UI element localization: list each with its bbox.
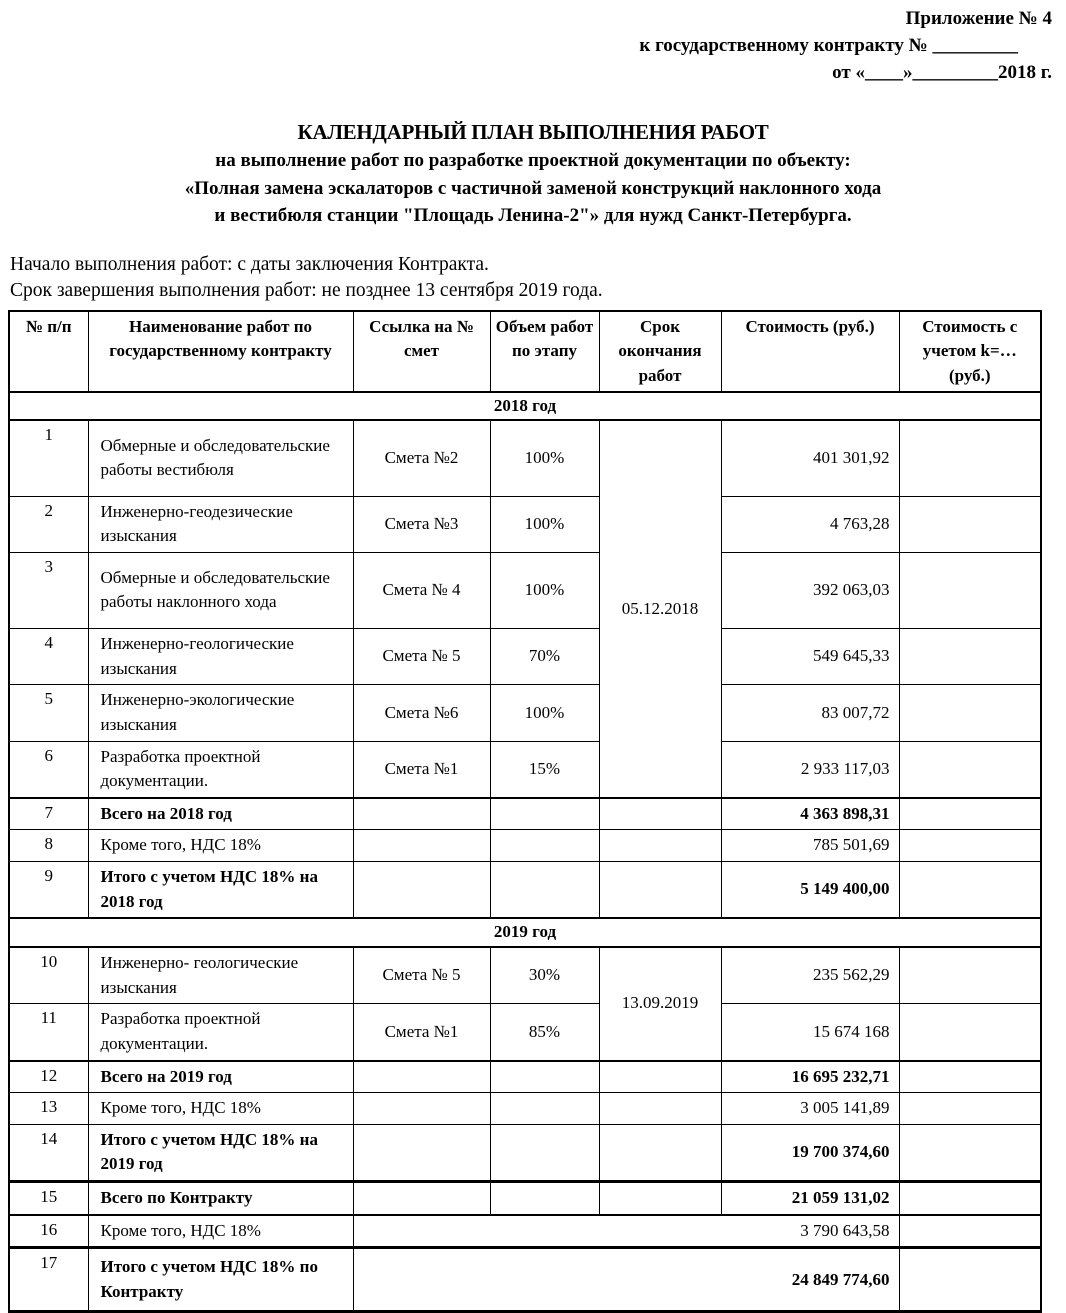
empty-cell xyxy=(599,1124,721,1181)
section-row-2019 xyxy=(9,918,1041,947)
empty-cell xyxy=(899,947,1041,1004)
empty-cell xyxy=(490,862,599,919)
table-row xyxy=(9,628,1041,684)
summary-row-contract-vat xyxy=(9,1215,1041,1248)
empty-cell xyxy=(353,798,490,830)
empty-cell xyxy=(899,1248,1041,1312)
empty-cell xyxy=(599,1182,721,1215)
cell-num: 9 xyxy=(9,862,88,919)
col-header-cost-k: Стоимость с учетом k=… (руб.) xyxy=(899,311,1041,392)
empty-cell xyxy=(353,1182,490,1215)
empty-cell xyxy=(899,830,1041,862)
cell-cost-merged: 3 790 643,58 xyxy=(353,1215,899,1248)
title-subtitle-2: «Полная замена эскалаторов с частичной заменой конструкций наклонного хода xyxy=(184,177,882,199)
cell-cost: 5 149 400,00 xyxy=(721,862,899,919)
cell-name: Всего на 2018 год xyxy=(88,798,353,830)
cell-cost: 392 063,03 xyxy=(721,552,899,628)
cell-num: 3 xyxy=(9,552,88,628)
col-header-estimate: Ссылка на № смет xyxy=(353,311,490,392)
empty-cell xyxy=(353,862,490,919)
empty-cell xyxy=(899,1182,1041,1215)
table-row xyxy=(9,685,1041,741)
table-row xyxy=(9,552,1041,628)
work-start-line: Начало выполнения работ: с даты заключения Контракта. xyxy=(10,253,489,275)
table-row xyxy=(9,496,1041,552)
cell-estimate: Смета №3 xyxy=(353,496,490,552)
col-header-deadline: Срок окончания работ xyxy=(599,311,721,392)
cell-name: Кроме того, НДС 18% xyxy=(88,830,353,862)
cell-name: Разработка проектной документации. xyxy=(88,741,353,798)
cell-cost: 549 645,33 xyxy=(721,628,899,684)
cell-volume: 15% xyxy=(490,741,599,798)
cell-num: 11 xyxy=(9,1004,88,1061)
cell-num: 16 xyxy=(9,1215,88,1248)
summary-row-vat-2019 xyxy=(9,1093,1041,1125)
cell-cost: 83 007,72 xyxy=(721,685,899,741)
cell-name: Всего на 2019 год xyxy=(88,1061,353,1093)
cell-cost: 19 700 374,60 xyxy=(721,1124,899,1181)
cell-volume: 30% xyxy=(490,947,599,1004)
empty-cell xyxy=(599,830,721,862)
empty-cell xyxy=(353,1061,490,1093)
title-subtitle-1: на выполнение работ по разработке проектной документации по объекту: xyxy=(215,150,851,172)
section-label-2018: 2018 год xyxy=(9,392,1041,421)
cell-cost: 16 695 232,71 xyxy=(721,1061,899,1093)
section-row-2018 xyxy=(9,392,1041,421)
empty-cell xyxy=(353,830,490,862)
cell-num: 2 xyxy=(9,496,88,552)
empty-cell xyxy=(899,1124,1041,1181)
col-header-name: Наименование работ по государственному контракту xyxy=(88,311,353,392)
title-main: КАЛЕНДАРНЫЙ ПЛАН ВЫПОЛНЕНИЯ РАБОТ xyxy=(297,119,769,144)
empty-cell xyxy=(490,798,599,830)
cell-name: Инженерно- геологические изыскания xyxy=(88,947,353,1004)
cell-estimate: Смета № 5 xyxy=(353,947,490,1004)
empty-cell xyxy=(490,1182,599,1215)
cell-estimate: Смета №6 xyxy=(353,685,490,741)
section-label-2019: 2019 год xyxy=(9,918,1041,947)
cell-volume: 70% xyxy=(490,628,599,684)
document-title xyxy=(0,117,1066,230)
contract-date-line: от «____»_________2018 г. xyxy=(832,61,1052,83)
cell-num: 15 xyxy=(9,1182,88,1215)
col-header-cost: Стоимость (руб.) xyxy=(721,311,899,392)
cell-num: 5 xyxy=(9,685,88,741)
cell-cost: 21 059 131,02 xyxy=(721,1182,899,1215)
cell-cost-merged: 24 849 774,60 xyxy=(353,1248,899,1312)
cell-num: 6 xyxy=(9,741,88,798)
cell-volume: 85% xyxy=(490,1004,599,1061)
cell-deadline-2018: 05.12.2018 xyxy=(599,420,721,798)
empty-cell xyxy=(490,1124,599,1181)
cell-volume: 100% xyxy=(490,420,599,496)
table-row xyxy=(9,741,1041,798)
empty-cell xyxy=(899,685,1041,741)
cell-cost: 401 301,92 xyxy=(721,420,899,496)
empty-cell xyxy=(899,1061,1041,1093)
empty-cell xyxy=(899,741,1041,798)
cell-cost: 785 501,69 xyxy=(721,830,899,862)
cell-name: Итого с учетом НДС 18% на 2018 год xyxy=(88,862,353,919)
col-header-volume: Объем работ по этапу xyxy=(490,311,599,392)
empty-cell xyxy=(899,798,1041,830)
summary-row-total-2019 xyxy=(9,1061,1041,1093)
cell-estimate: Смета № 4 xyxy=(353,552,490,628)
summary-row-contract-total xyxy=(9,1182,1041,1215)
cell-estimate: Смета №1 xyxy=(353,741,490,798)
table-row xyxy=(9,1004,1041,1061)
cell-num: 4 xyxy=(9,628,88,684)
empty-cell xyxy=(490,1061,599,1093)
empty-cell xyxy=(599,862,721,919)
cell-cost: 2 933 117,03 xyxy=(721,741,899,798)
cell-name: Всего по Контракту xyxy=(88,1182,353,1215)
empty-cell xyxy=(899,1004,1041,1061)
empty-cell xyxy=(899,862,1041,919)
cell-name: Кроме того, НДС 18% xyxy=(88,1215,353,1248)
cell-volume: 100% xyxy=(490,685,599,741)
work-deadline-line: Срок завершения выполнения работ: не позднее 13 сентября 2019 года. xyxy=(10,280,603,302)
empty-cell xyxy=(899,496,1041,552)
cell-name: Обмерные и обследовательские работы наклонного хода xyxy=(88,552,353,628)
cell-name: Разработка проектной документации. xyxy=(88,1004,353,1061)
cell-name: Инженерно-экологические изыскания xyxy=(88,685,353,741)
table-row xyxy=(9,420,1041,496)
cell-num: 13 xyxy=(9,1093,88,1125)
calendar-plan-table xyxy=(8,310,1042,1313)
cell-cost: 4 363 898,31 xyxy=(721,798,899,830)
cell-estimate: Смета №1 xyxy=(353,1004,490,1061)
cell-cost: 3 005 141,89 xyxy=(721,1093,899,1125)
cell-cost: 235 562,29 xyxy=(721,947,899,1004)
cell-num: 7 xyxy=(9,798,88,830)
title-subtitle-3: и вестибюля станции "Площадь Ленина-2"» для нужд Санкт-Петербурга. xyxy=(214,205,852,227)
cell-name: Инженерно-геодезические изыскания xyxy=(88,496,353,552)
empty-cell xyxy=(490,1093,599,1125)
summary-row-total-2018 xyxy=(9,798,1041,830)
cell-name: Обмерные и обследовательские работы вестибюля xyxy=(88,420,353,496)
empty-cell xyxy=(599,1093,721,1125)
empty-cell xyxy=(353,1093,490,1125)
cell-num: 10 xyxy=(9,947,88,1004)
table-row xyxy=(9,947,1041,1004)
empty-cell xyxy=(899,552,1041,628)
contract-number-line: к государственному контракту № _________ xyxy=(639,34,1018,56)
empty-cell xyxy=(899,420,1041,496)
appendix-number-line: Приложение № 4 xyxy=(905,8,1052,29)
cell-estimate: Смета №2 xyxy=(353,420,490,496)
empty-cell xyxy=(490,830,599,862)
cell-num: 17 xyxy=(9,1248,88,1312)
table-header-row xyxy=(9,311,1041,392)
cell-num: 14 xyxy=(9,1124,88,1181)
cell-name: Итого с учетом НДС 18% на 2019 год xyxy=(88,1124,353,1181)
empty-cell xyxy=(899,1215,1041,1248)
summary-row-grand-2019 xyxy=(9,1124,1041,1181)
intro-paragraph xyxy=(0,252,1066,305)
empty-cell xyxy=(599,1061,721,1093)
cell-name: Инженерно-геологические изыскания xyxy=(88,628,353,684)
cell-num: 1 xyxy=(9,420,88,496)
col-header-num: № п/п xyxy=(9,311,88,392)
cell-volume: 100% xyxy=(490,552,599,628)
cell-name: Итого с учетом НДС 18% по Контракту xyxy=(88,1248,353,1312)
cell-num: 12 xyxy=(9,1061,88,1093)
cell-estimate: Смета № 5 xyxy=(353,628,490,684)
cell-name: Кроме того, НДС 18% xyxy=(88,1093,353,1125)
empty-cell xyxy=(353,1124,490,1181)
summary-row-grand-2018 xyxy=(9,862,1041,919)
summary-row-contract-grand xyxy=(9,1248,1041,1312)
appendix-header xyxy=(0,0,1066,87)
empty-cell xyxy=(599,798,721,830)
cell-cost: 15 674 168 xyxy=(721,1004,899,1061)
empty-cell xyxy=(899,1093,1041,1125)
empty-cell xyxy=(899,628,1041,684)
cell-deadline-2019: 13.09.2019 xyxy=(599,947,721,1061)
cell-volume: 100% xyxy=(490,496,599,552)
cell-num: 8 xyxy=(9,830,88,862)
cell-cost: 4 763,28 xyxy=(721,496,899,552)
summary-row-vat-2018 xyxy=(9,830,1041,862)
